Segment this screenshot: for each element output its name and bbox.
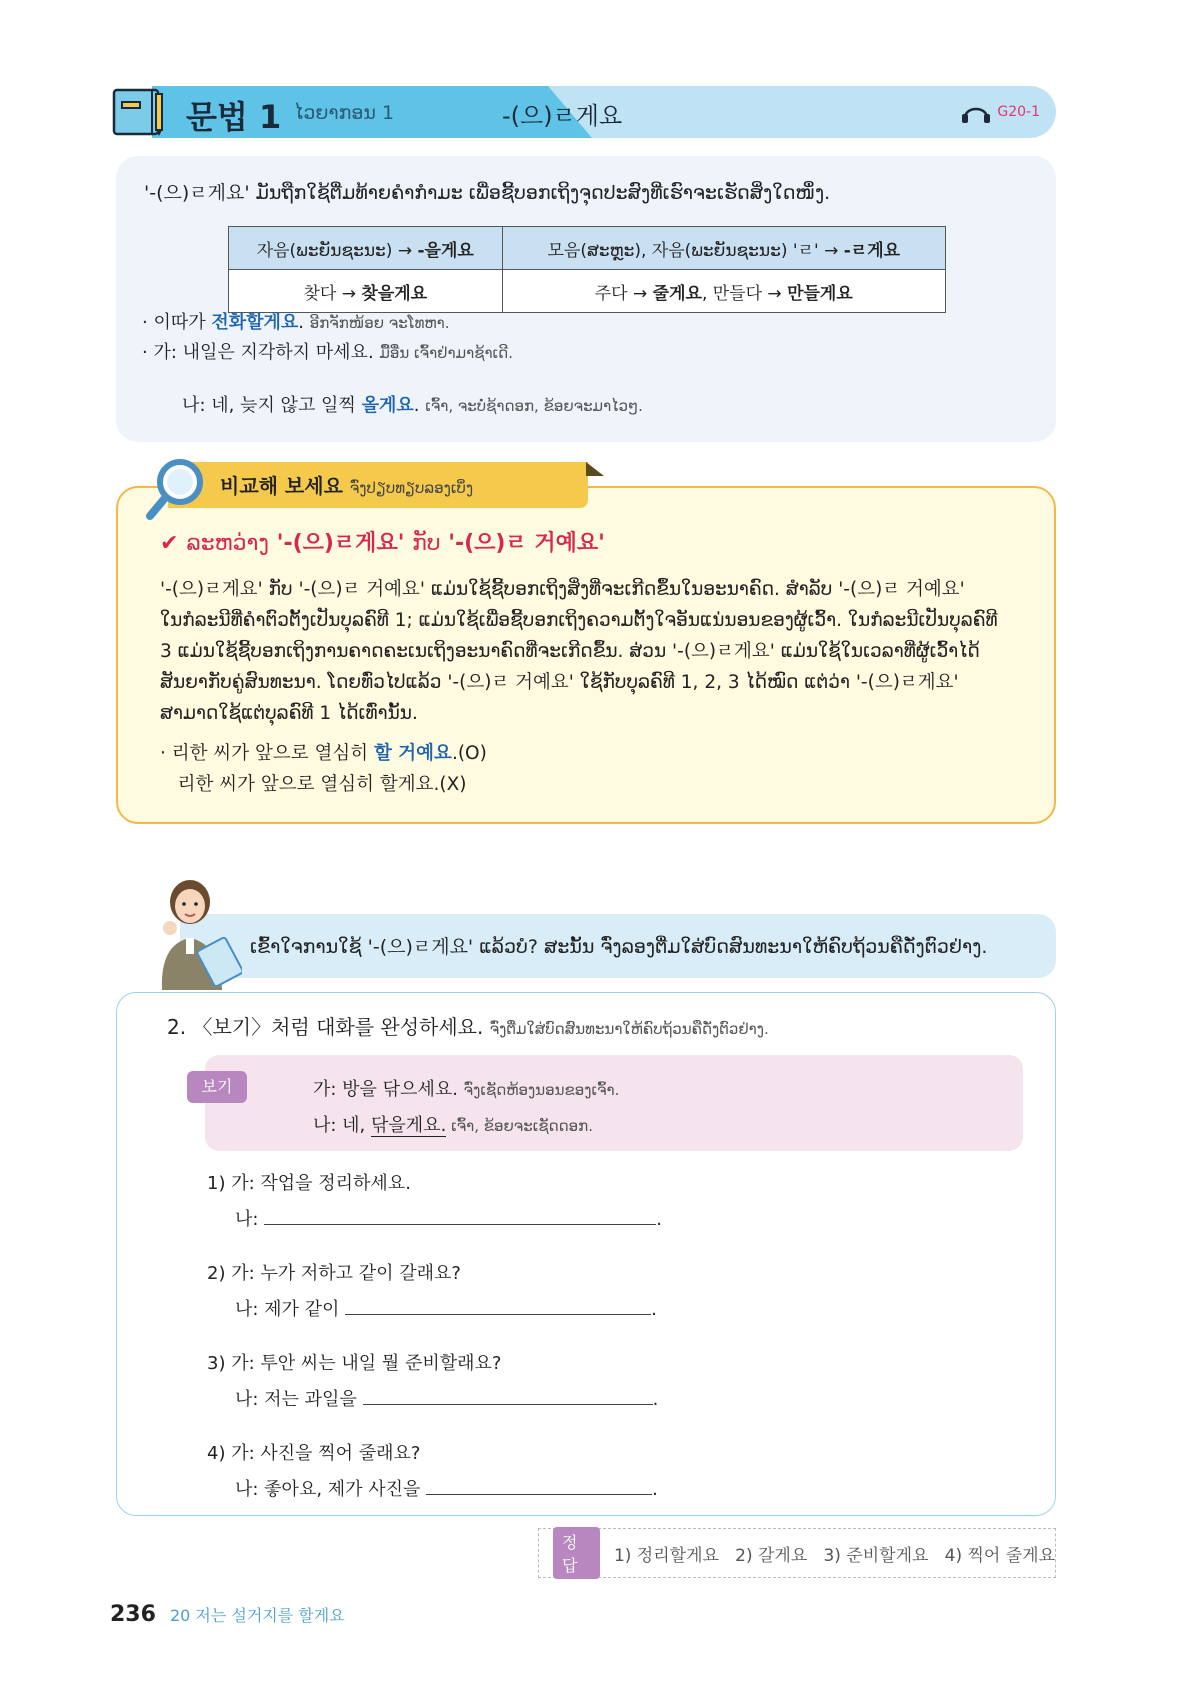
table-header-consonant: 자음(ພະຍັນຊະນະ) → -을게요 bbox=[229, 227, 503, 270]
exercise-title: 2. 〈보기〉처럼 대화를 완성하세요. ຈົ່ງຕື່ມໃສ່ບົດສົນທະນາໃຫ້ຄົບຖ້ວນຄືດັ່ງຕົວຢ່າງ. bbox=[167, 1015, 769, 1039]
question-prompt: 4) 가: 사진을 찍어 줄래요? bbox=[207, 1443, 421, 1464]
answer-key bbox=[538, 1528, 1056, 1578]
example-badge: 보기 bbox=[187, 1071, 247, 1103]
compare-box bbox=[116, 486, 1056, 824]
example-sentence-3: 나: 네, 늦지 않고 일찍 올게요. ເຈົ້າ, ຈະບໍ່ຊ້າດອກ, ຂ້ອຍຈະມາໄວໆ. bbox=[164, 395, 643, 416]
tab-fold bbox=[586, 462, 604, 476]
lesson-title: 문법 1 bbox=[186, 98, 282, 136]
compare-tab-title: 비교해 보세요 ຈົ່ງປຽບທຽບລອງເບິ່ງ bbox=[220, 474, 474, 498]
example-answer: 나: 네, 닦을게요. ເຈົ້າ, ຂ້ອຍຈະເຊັດດອກ. bbox=[313, 1115, 593, 1136]
lesson-subtitle: ໄວຍາກອນ 1 bbox=[294, 102, 395, 124]
page-number: 236 bbox=[110, 1602, 156, 1627]
table-header-row bbox=[229, 227, 946, 270]
answer-blank[interactable] bbox=[426, 1477, 652, 1495]
question-prompt: 3) 가: 투안 씨는 내일 뭘 준비할래요? bbox=[207, 1353, 502, 1374]
compare-line: 3 ແມ່ນໃຊ້ຊີ້ບອກເຖິງການຄາດຄະເນເຖິງອະນາຄົດທີ່ຈະເກີດຂຶ້ນ. ສ່ວນ '-(으)ㄹ게요' ແມ່ນໃຊ້ໃນເວລາທີ່ຜູ້ເວົ້າໄດ້ bbox=[160, 641, 980, 662]
compare-heading: ✔ ລະຫວ່າງ '-(으)ㄹ게요' ກັບ '-(으)ㄹ 거예요' bbox=[160, 531, 605, 556]
table-header-vowel: 모음(ສະຫຼະ), 자음(ພະຍັນຊະນະ) 'ㄹ' → -ㄹ게요 bbox=[502, 227, 945, 270]
answer-blank[interactable] bbox=[363, 1387, 653, 1405]
table-row bbox=[229, 270, 946, 313]
headphones-icon[interactable] bbox=[961, 100, 991, 124]
explanation-text: '-(으)ㄹ게요' ມັນຖືກໃຊ້ຕື່ມທ້າຍຄຳກຳມະ ເພື່ອຊີ້ບອກເຖິງຈຸດປະສົງທີ່ເຮົາຈະເຮັດສິ່ງໃດໜຶ່ງ. bbox=[144, 182, 831, 204]
teacher-character-icon bbox=[146, 872, 242, 990]
example-question: 가: 방을 닦으세요. ຈົ່ງເຊັດຫ້ອງນອນຂອງເຈົ້າ. bbox=[313, 1079, 620, 1100]
grammar-pattern: -(으)ㄹ게요 bbox=[502, 102, 623, 130]
lesson-header bbox=[112, 86, 1056, 138]
answer-blank[interactable] bbox=[264, 1207, 656, 1225]
speech-bubble bbox=[180, 914, 1056, 978]
compare-explanation bbox=[160, 574, 1026, 729]
page-footer bbox=[110, 1602, 345, 1627]
compare-tab bbox=[168, 462, 588, 508]
compare-example-wrong: 리한 씨가 앞으로 열심히 할게요.(X) bbox=[160, 774, 467, 795]
audio-code: G20-1 bbox=[997, 104, 1040, 120]
magnifier-icon bbox=[146, 458, 206, 520]
answer-blank[interactable] bbox=[345, 1297, 651, 1315]
compare-line: ໃນກໍລະນີທີ່ຄຳຕົວຕັ້ງເປັນບຸລຄົທີ 1; ແມ່ນໃຊ້ເພື່ອຊີ້ບອກເຖິງຄວາມຕັ້ງໃຈອັນແນ່ນອນຂອງຜູ້ເວົ້າ. ໃນກໍລະນີເປັນບຸລຄົທີ bbox=[160, 610, 998, 631]
answer-text: 1) 정리할게요 2) 갈게요 3) 준비할게요 4) 찍어 줄게요 bbox=[613, 1545, 1055, 1566]
conjugation-table bbox=[228, 226, 946, 313]
table-cell-consonant: 찾다 → 찾을게요 bbox=[229, 270, 503, 313]
answer-line: 나: 제가 같이 . bbox=[235, 1299, 657, 1320]
compare-examples bbox=[160, 738, 487, 800]
audio-track[interactable] bbox=[961, 100, 1040, 124]
chapter-title: 20 저는 설거지를 할게요 bbox=[169, 1606, 345, 1625]
question-prompt: 1) 가: 작업을 정리하세요. bbox=[207, 1173, 411, 1194]
book-icon bbox=[112, 86, 164, 138]
compare-line: ສາມາດໃຊ້ແຕ່ບຸລຄົທີ 1 ໄດ້ເທົ່ານັ້ນ. bbox=[160, 703, 418, 724]
compare-example-correct: · 리한 씨가 앞으로 열심히 할 거예요.(O) bbox=[160, 743, 487, 764]
exercise-box bbox=[116, 992, 1056, 1516]
speech-text: ເຂົ້າໃຈການໃຊ້ '-(으)ㄹ게요' ແລ້ວບໍ? ສະນັ້ນ ຈົ່ງລອງຕື່ມໃສ່ບົດສົນທະນາໃຫ້ຄົບຖ້ວນຄືດັ່ງຕົວຢ່າງ. bbox=[250, 936, 988, 958]
example-sentence-1: · 이따가 전화할게요. ອີກຈັກໜ້ອຍ ຈະໂທຫາ. bbox=[142, 312, 450, 333]
example-sentence-2: · 가: 내일은 지각하지 마세요. ມື້ອື່ນ ເຈົ້າຢ່າມາຊ້າເດີ. bbox=[142, 342, 513, 363]
compare-line: ສັນຍາກັບຄູ່ສົນທະນາ. ໂດຍທົ່ວໄປແລ້ວ '-(으)ㄹ 거예요' ໃຊ້ກັບບຸລຄົທີ 1, 2, 3 ໄດ້ໝົດ ແຕ່ວ່າ '-(으)ㄹ게요' bbox=[160, 672, 959, 693]
compare-line: '-(으)ㄹ게요' ກັບ '-(으)ㄹ 거예요' ແມ່ນໃຊ້ຊີ້ບອກເຖິງສິ່ງທີ່ຈະເກີດຂຶ້ນໃນອະນາຄົດ. ສຳລັບ '-(으)ㄹ 거예요' bbox=[160, 579, 965, 600]
answer-line: 나: . bbox=[235, 1209, 662, 1230]
explanation-box bbox=[116, 156, 1056, 442]
checkmark-icon: ✔ bbox=[160, 531, 179, 556]
answer-line: 나: 저는 과일을 . bbox=[235, 1389, 659, 1410]
question-prompt: 2) 가: 누가 저하고 같이 갈래요? bbox=[207, 1263, 461, 1284]
answer-line: 나: 좋아요, 제가 사진을 . bbox=[235, 1479, 658, 1500]
table-cell-vowel: 주다 → 줄게요, 만들다 → 만들게요 bbox=[502, 270, 945, 313]
answer-badge: 정답 bbox=[553, 1527, 600, 1579]
